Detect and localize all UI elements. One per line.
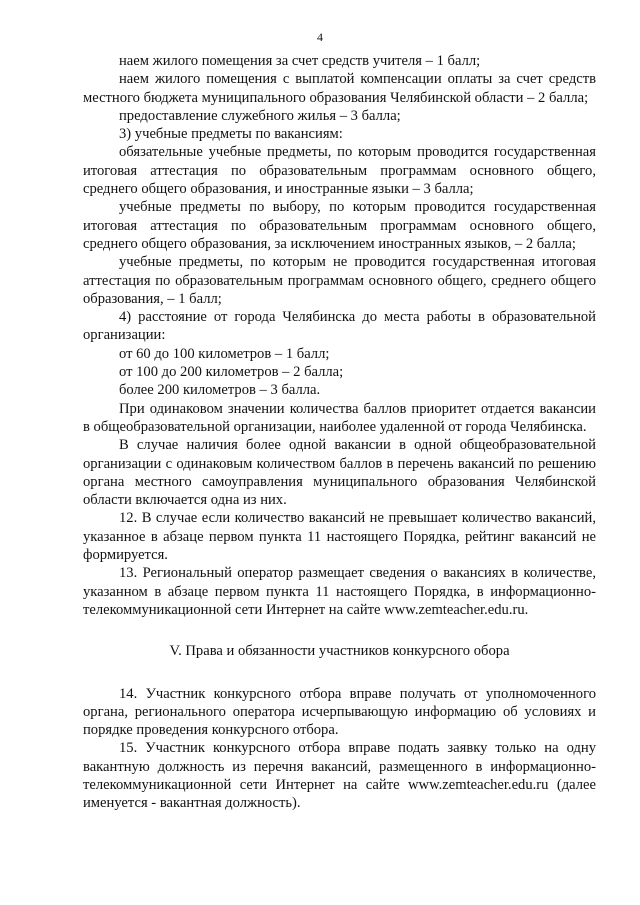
document-body xyxy=(83,52,596,813)
paragraph: В случае наличия более одной вакансии в одной общеобразовательной организации с одинаковым количеством баллов в перечень вакансий по решению органа местного самоуправления муниципального образования Челябинской области включается одна из них. xyxy=(83,437,596,509)
paragraph: наем жилого помещения с выплатой компенсации оплаты за счет средств местного бюджета муниципального образования Челябинской области – 2 балла; xyxy=(83,71,596,106)
paragraph: 3) учебные предметы по вакансиям: xyxy=(119,126,343,143)
list-item: от 60 до 100 километров – 1 балл; xyxy=(119,345,330,362)
paragraph: обязательные учебные предметы, по которым проводится государственная итоговая аттестация по образовательным программам основного общего, среднего общего образования, и иностранные языки – 3 балла; xyxy=(83,144,596,198)
list-item: от 100 до 200 километров – 2 балла; xyxy=(119,364,344,381)
page-number: 4 xyxy=(317,30,323,44)
paragraph: 4) расстояние от города Челябинска до места работы в образовательной организации: xyxy=(83,309,596,344)
list-item: более 200 километров – 3 балла. xyxy=(119,382,321,399)
paragraph: 14. Участник конкурсного отбора вправе получать от уполномоченного органа, регионального оператора исчерпывающую информацию об условиях и порядке проведения конкурсного отбора. xyxy=(83,685,596,739)
paragraph: учебные предметы по выбору, по которым проводится государственная итоговая аттестация по образовательным программам основного общего, среднего общего образования, за исключением иностранных языков, – 2 балла; xyxy=(83,199,596,252)
section-heading: V. Права и обязанности участников конкурсного обора xyxy=(169,643,510,660)
paragraph: наем жилого помещения за счет средств учителя – 1 балл; xyxy=(119,53,481,69)
paragraph: При одинаковом значении количества баллов приоритет отдается вакансии в общеобразовательной организации, наиболее удаленной от города Челябинска. xyxy=(83,400,596,435)
paragraph: учебные предметы, по которым не проводится государственная итоговая аттестация по образовательным программам основного общего, среднего общего образования, – 1 балл; xyxy=(83,254,596,307)
paragraph: предоставление служебного жилья – 3 балла; xyxy=(119,107,401,124)
paragraph: 13. Региональный оператор размещает сведения о вакансиях в количестве, указанном в абзаце первом пункта 11 настоящего Порядка, в информационно-телекоммуникационной сети Интернет на сайте www.zemteacher.edu.ru. xyxy=(83,565,596,618)
paragraph: 15. Участник конкурсного отбора вправе подать заявку только на одну вакантную должность из перечня вакансий, размещенного в информационно-телекоммуникационной сети Интернет на сайте www.zemteacher.edu.ru (далее именуется - вакантная должность). xyxy=(83,740,596,812)
paragraph: 12. В случае если количество вакансий не превышает количество вакансий, указанное в абзаце первом пункта 11 настоящего Порядка, рейтинг вакансий не формируется. xyxy=(83,510,596,564)
